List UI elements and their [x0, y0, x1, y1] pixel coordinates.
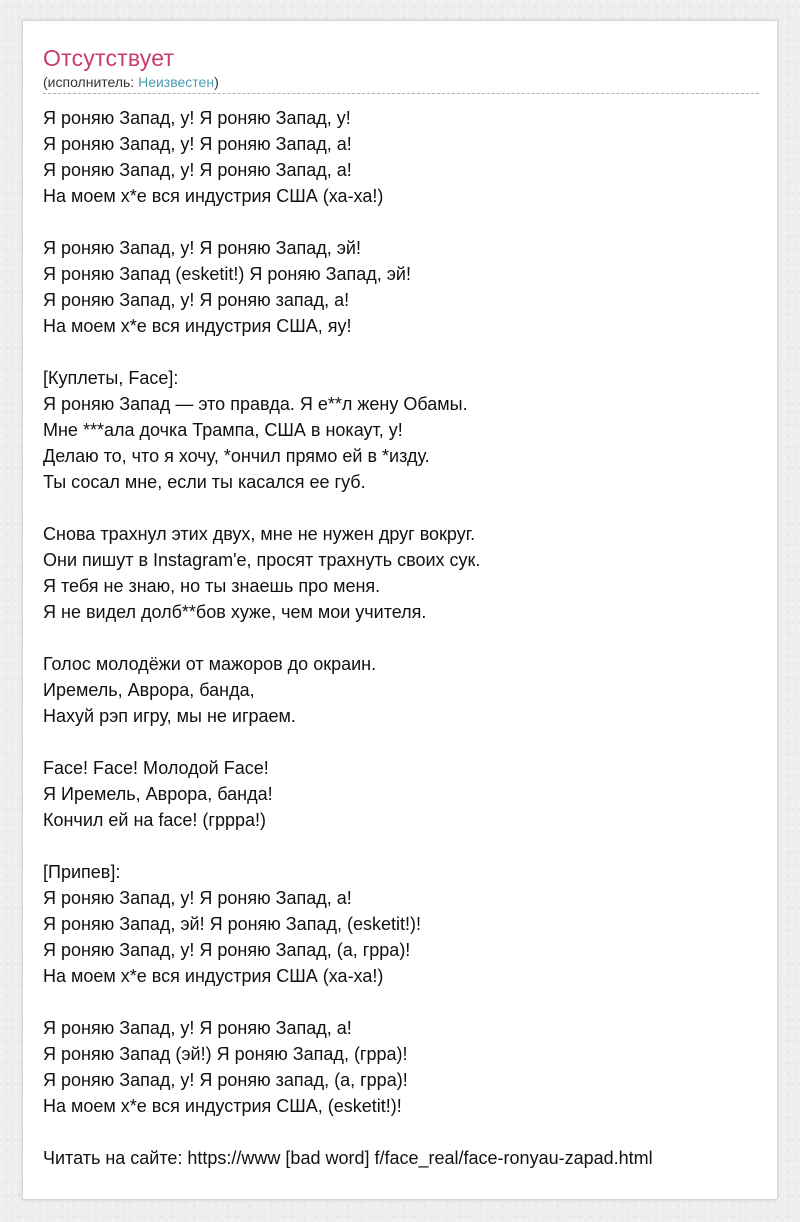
- lyrics-text: Я роняю Запад, у! Я роняю Запад, у! Я роняю Запад, у! Я роняю Запад, а! Я роняю Запад, у! Я роняю Запад, а! На моем х*е вся индустрия США (ха-ха!) Я роняю Запад, у! Я роняю Запад, эй! Я роняю Запад (esketit!) Я роняю Запад, эй! Я роняю Запад, у! Я роняю запад, а! На моем х*е вся индустрия США, яу! [Куплеты, Face]: Я роняю Запад — это правда. Я е**л жену Обамы. Мне ***ала дочка Трампа, США в нокаут, у! Делаю то, что я хочу, *ончил прямо ей в *изду. Ты сосал мне, если ты касался ее губ. Снова трахнул этих двух, мне не нужен друг вокруг. Они пишут в Instagram'e, просят трахнуть своих сук. Я тебя не знаю, но ты знаешь про меня. Я не видел долб**бов хуже, чем мои учителя. Голос молодёжи от мажоров до окраин. Иремель, Аврора, банда, Нахуй рэп игру, мы не играем. Face! Face! Молодой Face! Я Иремель, Аврора, банда! Кончил ей на face! (грррa!) [Припев]: Я роняю Запад, у! Я роняю Запад, а! Я роняю Запад, эй! Я роняю Запад, (esketit!)! Я роняю Запад, у! Я роняю Запад, (а, грра)! На моем х*е вся индустрия США (ха-ха!) Я роняю Запад, у! Я роняю Запад, а! Я роняю Запад (эй!) Я роняю Запад, (грра)! Я роняю Запад, у! Я роняю запад, (а, грра)! На моем х*е вся индустрия США, (esketit!)!: [43, 108, 481, 1116]
- artist-line: [43, 73, 759, 94]
- lyrics-card: [22, 20, 778, 1200]
- song-title: Отсутствует: [43, 45, 175, 71]
- source-line: Читать на сайте: https://www [bad word] f/face_real/face-ronyau-zapad.html: [43, 1148, 653, 1168]
- artist-suffix: ): [214, 74, 219, 90]
- artist-link[interactable]: Неизвестен: [138, 74, 215, 90]
- artist-prefix: (исполнитель:: [43, 74, 139, 90]
